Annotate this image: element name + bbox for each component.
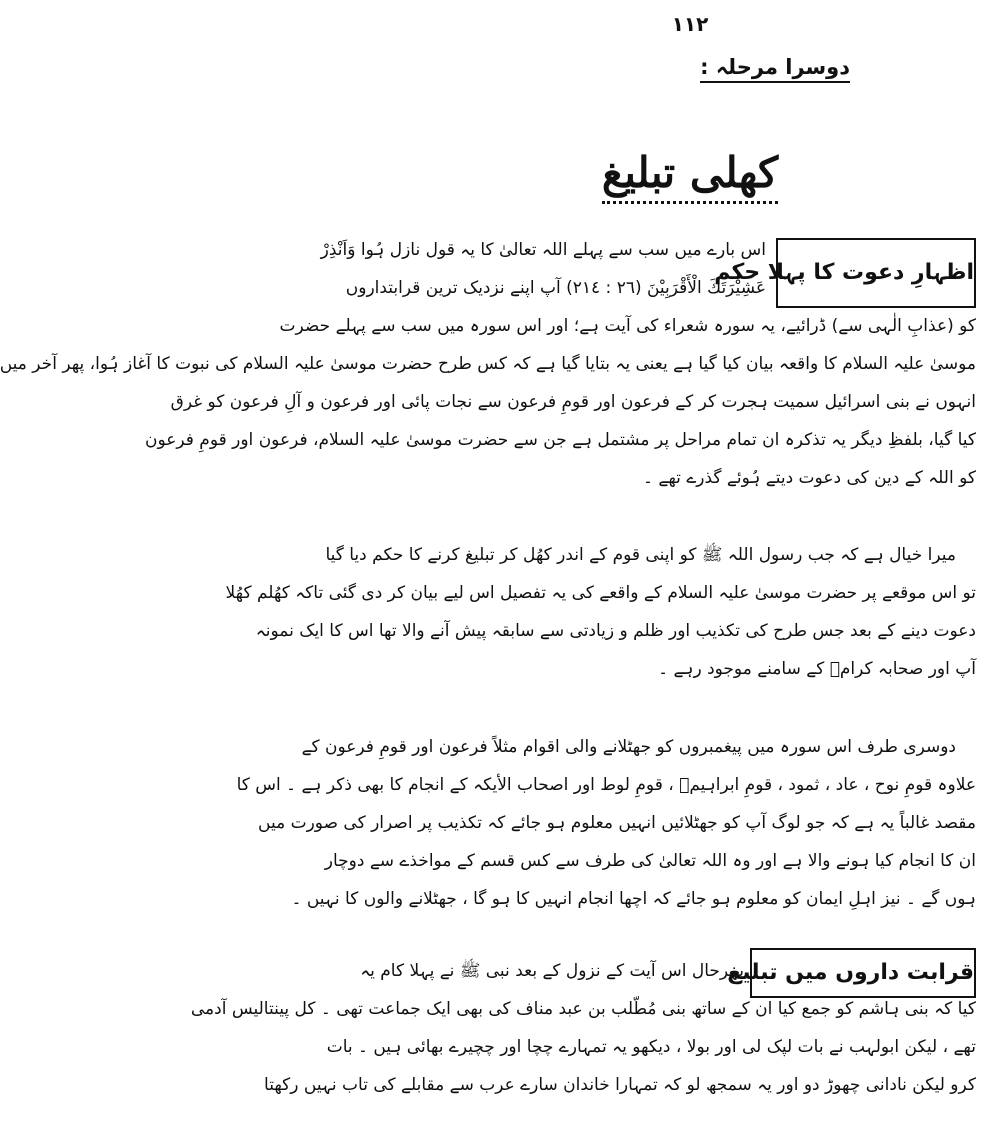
sidehead-relatives-preaching-text: قرابت داروں میں تبلیغ [727, 960, 974, 985]
page-number: ١١٢ [671, 12, 709, 36]
text-line: دعوت دینے کے بعد جس طرح کی تکذیب اور ظلم و زیادتی سے سابقہ پیش آنے والا تھا اس کا ایک نمونہ [255, 621, 976, 641]
text-line: کیا کہ بنی ہاشم کو جمع کیا ان کے ساتھ بنی مُطّلب بن عبد مناف کی بھی ایک جماعت تھی ۔ کل پینتالیس آدمی [190, 999, 976, 1019]
text-line: مقصد غالباً یہ ہے کہ جو لوگ آپ کو جھٹلائیں انہیں معلوم ہو جائے کہ تکذیب پر اصرار کی صورت میں [258, 813, 976, 833]
text-line: ان کا انجام کیا ہونے والا ہے اور وہ اللہ تعالیٰ کی طرف سے کس قسم کے مواخذے سے دوچار [324, 851, 976, 871]
paragraph-section-3 [236, 728, 976, 918]
text-line: تھے ، لیکن ابولہب نے بات لپک لی اور بولا ، دیکھو یہ تمہارے چچا اور چچیرے بھائی ہیں ۔ بات [326, 1037, 976, 1057]
stage-heading-text: دوسرا مرحلہ : [700, 55, 850, 79]
sidehead-first-command-text: اظہارِ دعوت کا پہلا حکم [714, 260, 974, 285]
text-line: ہوں گے ۔ نیز اہلِ ایمان کو معلوم ہو جائے کہ اچھا انجام انہیں کا ہو گا ، جھٹلانے والوں کا نہیں ۔ [291, 889, 976, 909]
text-line: کو اللہ کے دین کی دعوت دیتے ہُوئے گذرے تھے ۔ [643, 468, 976, 488]
text-line: میرا خیال ہے کہ جب رسول اللہ ﷺ کو اپنی قوم کے اندر کھُل کر تبلیغ کرنے کا حکم دیا گیا [325, 545, 956, 565]
text-line: تو اس موقعے پر حضرت موسیٰ علیہ السلام کے واقعے کی یہ تفصیل اس لیے بیان کر دی گئی تاکہ کھُلم کھُلا [225, 583, 976, 603]
text-line: بہرحال اس آیت کے نزول کے بعد نبی ﷺ نے پہلا کام یہ [360, 961, 744, 981]
text-line: اس بارے میں سب سے پہلے اللہ تعالیٰ کا یہ قول نازل ہُوا وَاَنْذِرْ [320, 240, 766, 260]
text-line: کیا گیا، بلفظِ دیگر یہ تذکرہ ان تمام مراحل پر مشتمل ہے جن سے حضرت موسیٰ علیہ السلام، فرعون اور قومِ فرعون [144, 430, 976, 450]
text-line: موسیٰ علیہ السلام کا واقعہ بیان کیا گیا ہے یعنی یہ بتایا گیا ہے کہ کس طرح حضرت موسیٰ علیہ السلام کی نبوت کا آغاز ہُوا، پھر آخر میں [0, 354, 976, 374]
paragraph-section-2 [225, 536, 976, 688]
text-line: کو (عذابِ الٰہی سے) ڈرائیے، یہ سورہ شعراء کی آیت ہے؛ اور اس سورہ میں سب سے پہلے حضرت [279, 316, 976, 336]
paragraph-section-4 [190, 952, 976, 1104]
text-line: انہوں نے بنی اسرائیل سمیت ہجرت کر کے فرعون اور قومِ فرعون سے نجات پائی اور فرعون و آلِ فرعون کو غرق [170, 392, 976, 412]
text-line: آپ اور صحابہ کرامؓ کے سامنے موجود رہے ۔ [658, 659, 976, 679]
text-line: عَشِيْرَتَكَ الْأَقْرَبِيْنَ (٢٦ : ٢١٤) آپ اپنے نزدیک ترین قرابتداروں [345, 278, 766, 298]
text-line: کرو لیکن نادانی چھوڑ دو اور یہ سمجھ لو کہ تمہارا خاندان سارے عرب سے مقابلے کی تاب نہیں رکھتا [264, 1075, 976, 1095]
text-line: علاوہ قومِ نوح ، عاد ، ثمود ، قومِ ابراہیمؑ ، قومِ لوط اور اصحاب الأیکہ کے انجام کا بھی ذکر ہے ۔ اس کا [236, 775, 976, 795]
text-line: دوسری طرف اس سورہ میں پیغمبروں کو جھٹلانے والی اقوام مثلاً فرعون اور قومِ فرعون کے [301, 737, 956, 757]
chapter-title-text: کھلی تبلیغ [602, 148, 778, 204]
paragraph-section-1 [0, 231, 976, 497]
stage-heading [700, 55, 850, 83]
chapter-title [390, 148, 990, 197]
stage-heading-underline [700, 81, 850, 83]
